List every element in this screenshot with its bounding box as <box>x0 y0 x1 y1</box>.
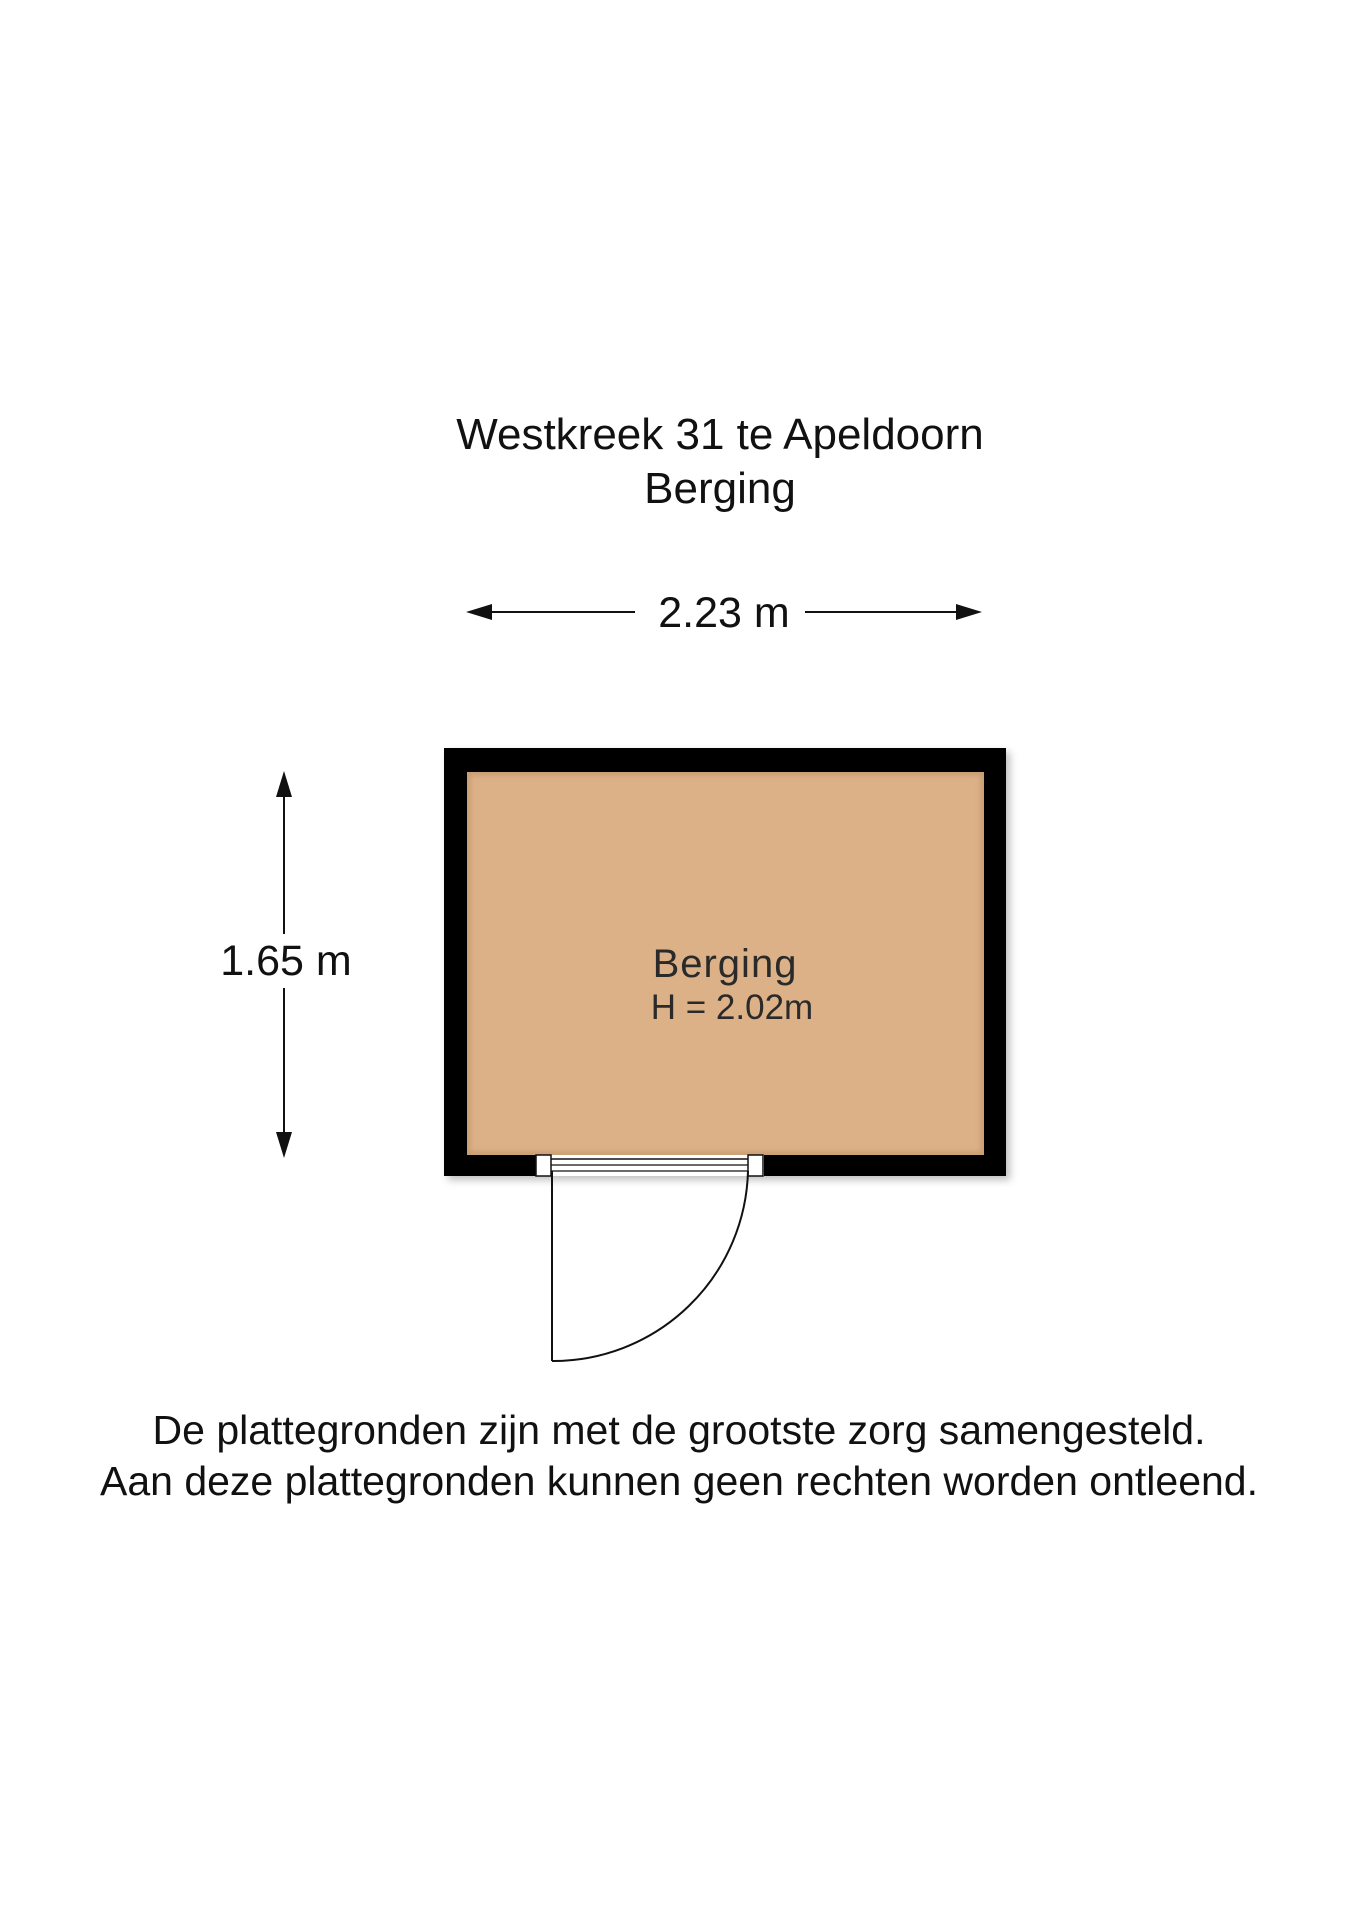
door-jamb-right <box>748 1155 763 1176</box>
floor-title: Berging <box>644 464 796 513</box>
width-dimension <box>466 589 982 637</box>
arrow-down-icon <box>276 1132 292 1158</box>
disclaimer-line-2: Aan deze plattegronden kunnen geen rechten worden ontleend. <box>99 1458 1258 1504</box>
room-name: Berging <box>652 942 798 986</box>
width-label: 2.23 m <box>658 589 790 637</box>
arrow-left-icon <box>466 604 492 620</box>
arrow-right-icon <box>956 604 982 620</box>
room-berging <box>444 748 1006 1361</box>
door-swing-icon <box>552 1171 748 1361</box>
arrow-up-icon <box>276 771 292 797</box>
disclaimer-line-1: De plattegronden zijn met de grootste zorg samengesteld. <box>152 1407 1206 1453</box>
depth-dimension <box>220 771 351 1158</box>
depth-label: 1.65 m <box>220 937 352 985</box>
disclaimer <box>0 1405 1358 1507</box>
door-jamb-left <box>536 1155 551 1176</box>
room-height: H = 2.02m <box>650 988 814 1027</box>
address-title: Westkreek 31 te Apeldoorn <box>456 410 984 459</box>
